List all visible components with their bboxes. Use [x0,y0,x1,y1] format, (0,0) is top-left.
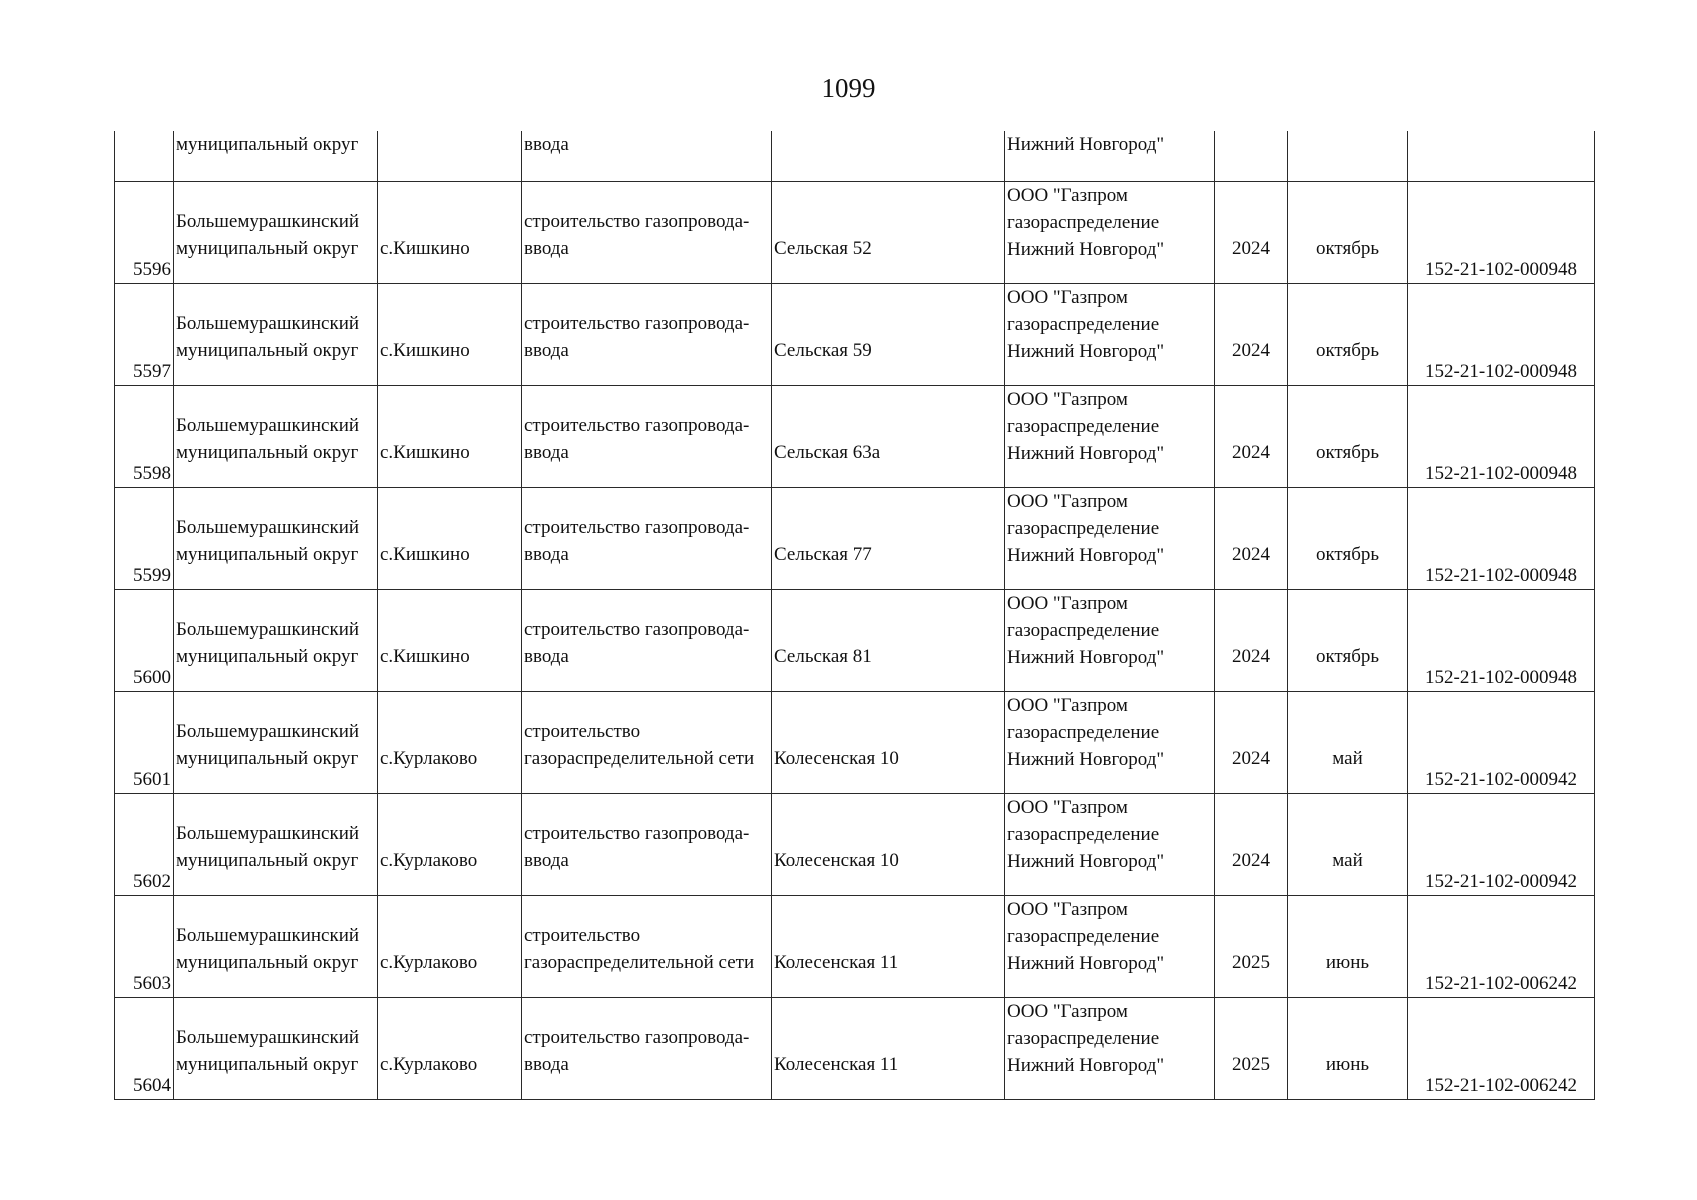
district-line: муниципальный округ [176,543,359,565]
cell-num: 5604 [115,997,174,1099]
cell-num: 5602 [115,793,174,895]
cell-year: 2024 [1215,283,1288,385]
cell-organization [1005,589,1215,691]
cell-year: 2024 [1215,691,1288,793]
cell-address: Колесенская 10 [772,691,1005,793]
organization-line: газораспределение [1007,823,1160,845]
cell-month: октябрь [1288,487,1408,589]
district-line: Большемурашкинский [176,618,360,640]
cell-district [174,589,378,691]
work-type-line: газораспределительной сети [524,951,755,973]
work-type-line: строительство газопровода- [524,822,750,844]
page-number: 1099 [821,73,876,103]
work-type-line: строительство [524,720,641,742]
organization-line: ООО "Газпром [1007,388,1128,410]
cell-month: октябрь [1288,181,1408,283]
district-line: Большемурашкинский [176,210,360,232]
cell-address: Сельская 63а [772,385,1005,487]
organization-line: газораспределение [1007,925,1160,947]
work-type-line: строительство газопровода- [524,312,750,334]
table-row [115,181,1595,283]
cell-work-type: ввода [522,131,772,181]
cell-district [174,181,378,283]
table-row [115,283,1595,385]
organization-line: Нижний Новгород" [1007,238,1165,260]
cell-year: 2025 [1215,997,1288,1099]
work-type-line: строительство газопровода- [524,618,750,640]
cell-address: Колесенская 11 [772,997,1005,1099]
organization-line: газораспределение [1007,415,1160,437]
organization-line: Нижний Новгород" [1007,748,1165,770]
cell-organization: Нижний Новгород" [1005,131,1215,181]
table-row [115,385,1595,487]
organization-line: ООО "Газпром [1007,490,1128,512]
table-row [115,691,1595,793]
cell-code: 152-21-102-000942 [1408,793,1595,895]
cell-month: июнь [1288,997,1408,1099]
cell-month: май [1288,691,1408,793]
work-type-line: ввода [524,441,569,463]
cell-organization [1005,997,1215,1099]
organization-line: газораспределение [1007,721,1160,743]
work-type-line: ввода [524,1053,569,1075]
work-type-line: ввода [524,645,569,667]
work-type-line: ввода [524,339,569,361]
cell-work-type [522,691,772,793]
work-type-line: ввода [524,543,569,565]
organization-line: газораспределение [1007,517,1160,539]
cell-settlement: с.Курлаково [378,793,522,895]
district-line: муниципальный округ [176,339,359,361]
cell-address [772,131,1005,181]
work-type-line: ввода [524,237,569,259]
cell-district [174,487,378,589]
table-row [115,793,1595,895]
district-line: Большемурашкинский [176,924,360,946]
cell-code: 152-21-102-000942 [1408,691,1595,793]
work-type-line: строительство газопровода- [524,516,750,538]
cell-organization [1005,283,1215,385]
work-type-line: строительство газопровода- [524,414,750,436]
district-line: Большемурашкинский [176,720,360,742]
organization-line: Нижний Новгород" [1007,646,1165,668]
work-type-line: газораспределительной сети [524,747,755,769]
cell-year [1215,131,1288,181]
organization-line: Нижний Новгород" [1007,442,1165,464]
gasification-table [114,131,1595,1100]
cell-work-type [522,181,772,283]
cell-organization [1005,385,1215,487]
organization-line: газораспределение [1007,211,1160,233]
cell-month: октябрь [1288,589,1408,691]
cell-district [174,793,378,895]
cell-district [174,691,378,793]
table-row [115,589,1595,691]
cell-organization [1005,487,1215,589]
cell-district [174,997,378,1099]
cell-num: 5596 [115,181,174,283]
cell-code: 152-21-102-000948 [1408,181,1595,283]
cell-settlement: с.Курлаково [378,997,522,1099]
cell-year: 2025 [1215,895,1288,997]
cell-num: 5603 [115,895,174,997]
cell-year: 2024 [1215,487,1288,589]
cell-code: 152-21-102-000948 [1408,283,1595,385]
cell-work-type [522,487,772,589]
organization-line: Нижний Новгород" [1007,340,1165,362]
organization-line: ООО "Газпром [1007,184,1128,206]
cell-year: 2024 [1215,181,1288,283]
cell-code: 152-21-102-000948 [1408,385,1595,487]
cell-code: 152-21-102-000948 [1408,589,1595,691]
cell-work-type [522,793,772,895]
cell-work-type [522,997,772,1099]
organization-line: Нижний Новгород" [1007,952,1165,974]
cell-settlement: с.Кишкино [378,385,522,487]
district-line: Большемурашкинский [176,312,360,334]
cell-work-type [522,589,772,691]
cell-work-type [522,385,772,487]
organization-line: ООО "Газпром [1007,286,1128,308]
district-line: Большемурашкинский [176,516,360,538]
district-line: муниципальный округ [176,747,359,769]
organization-line: ООО "Газпром [1007,796,1128,818]
cell-organization [1005,895,1215,997]
table-row-continuation [115,131,1595,181]
organization-line: газораспределение [1007,313,1160,335]
cell-month: октябрь [1288,283,1408,385]
cell-month [1288,131,1408,181]
organization-line: ООО "Газпром [1007,592,1128,614]
cell-year: 2024 [1215,589,1288,691]
cell-address: Колесенская 11 [772,895,1005,997]
cell-num: 5599 [115,487,174,589]
cell-year: 2024 [1215,385,1288,487]
district-line: муниципальный округ [176,645,359,667]
cell-settlement [378,131,522,181]
cell-settlement: с.Курлаково [378,691,522,793]
cell-work-type [522,895,772,997]
cell-num: 5597 [115,283,174,385]
cell-address: Сельская 59 [772,283,1005,385]
cell-settlement: с.Кишкино [378,589,522,691]
cell-organization [1005,691,1215,793]
organization-line: газораспределение [1007,1027,1160,1049]
cell-district [174,283,378,385]
organization-line: ООО "Газпром [1007,898,1128,920]
cell-organization [1005,793,1215,895]
work-type-line: строительство газопровода- [524,210,750,232]
organization-line: Нижний Новгород" [1007,850,1165,872]
cell-settlement: с.Кишкино [378,181,522,283]
cell-num: 5598 [115,385,174,487]
organization-line: газораспределение [1007,619,1160,641]
organization-line: ООО "Газпром [1007,1000,1128,1022]
table-body [115,131,1595,1099]
work-type-line: строительство газопровода- [524,1026,750,1048]
cell-num: 5601 [115,691,174,793]
cell-address: Сельская 81 [772,589,1005,691]
organization-line: Нижний Новгород" [1007,1054,1165,1076]
cell-num: 5600 [115,589,174,691]
cell-address: Сельская 77 [772,487,1005,589]
cell-settlement: с.Кишкино [378,283,522,385]
cell-code: 152-21-102-000948 [1408,487,1595,589]
district-line: муниципальный округ [176,849,359,871]
cell-code: 152-21-102-006242 [1408,895,1595,997]
cell-organization [1005,181,1215,283]
cell-district [174,895,378,997]
district-line: Большемурашкинский [176,822,360,844]
cell-month: июнь [1288,895,1408,997]
district-line: Большемурашкинский [176,1026,360,1048]
cell-address: Колесенская 10 [772,793,1005,895]
cell-month: май [1288,793,1408,895]
table-row [115,895,1595,997]
work-type-line: строительство [524,924,641,946]
cell-address: Сельская 52 [772,181,1005,283]
district-line: муниципальный округ [176,441,359,463]
cell-district [174,385,378,487]
cell-district: муниципальный округ [174,131,378,181]
district-line: муниципальный округ [176,951,359,973]
cell-num [115,131,174,181]
cell-settlement: с.Курлаково [378,895,522,997]
cell-settlement: с.Кишкино [378,487,522,589]
organization-line: ООО "Газпром [1007,694,1128,716]
organization-line: Нижний Новгород" [1007,544,1165,566]
cell-code [1408,131,1595,181]
cell-work-type [522,283,772,385]
district-line: муниципальный округ [176,1053,359,1075]
cell-code: 152-21-102-006242 [1408,997,1595,1099]
table-row [115,487,1595,589]
district-line: Большемурашкинский [176,414,360,436]
work-type-line: ввода [524,849,569,871]
cell-month: октябрь [1288,385,1408,487]
district-line: муниципальный округ [176,237,359,259]
table-row [115,997,1595,1099]
cell-year: 2024 [1215,793,1288,895]
